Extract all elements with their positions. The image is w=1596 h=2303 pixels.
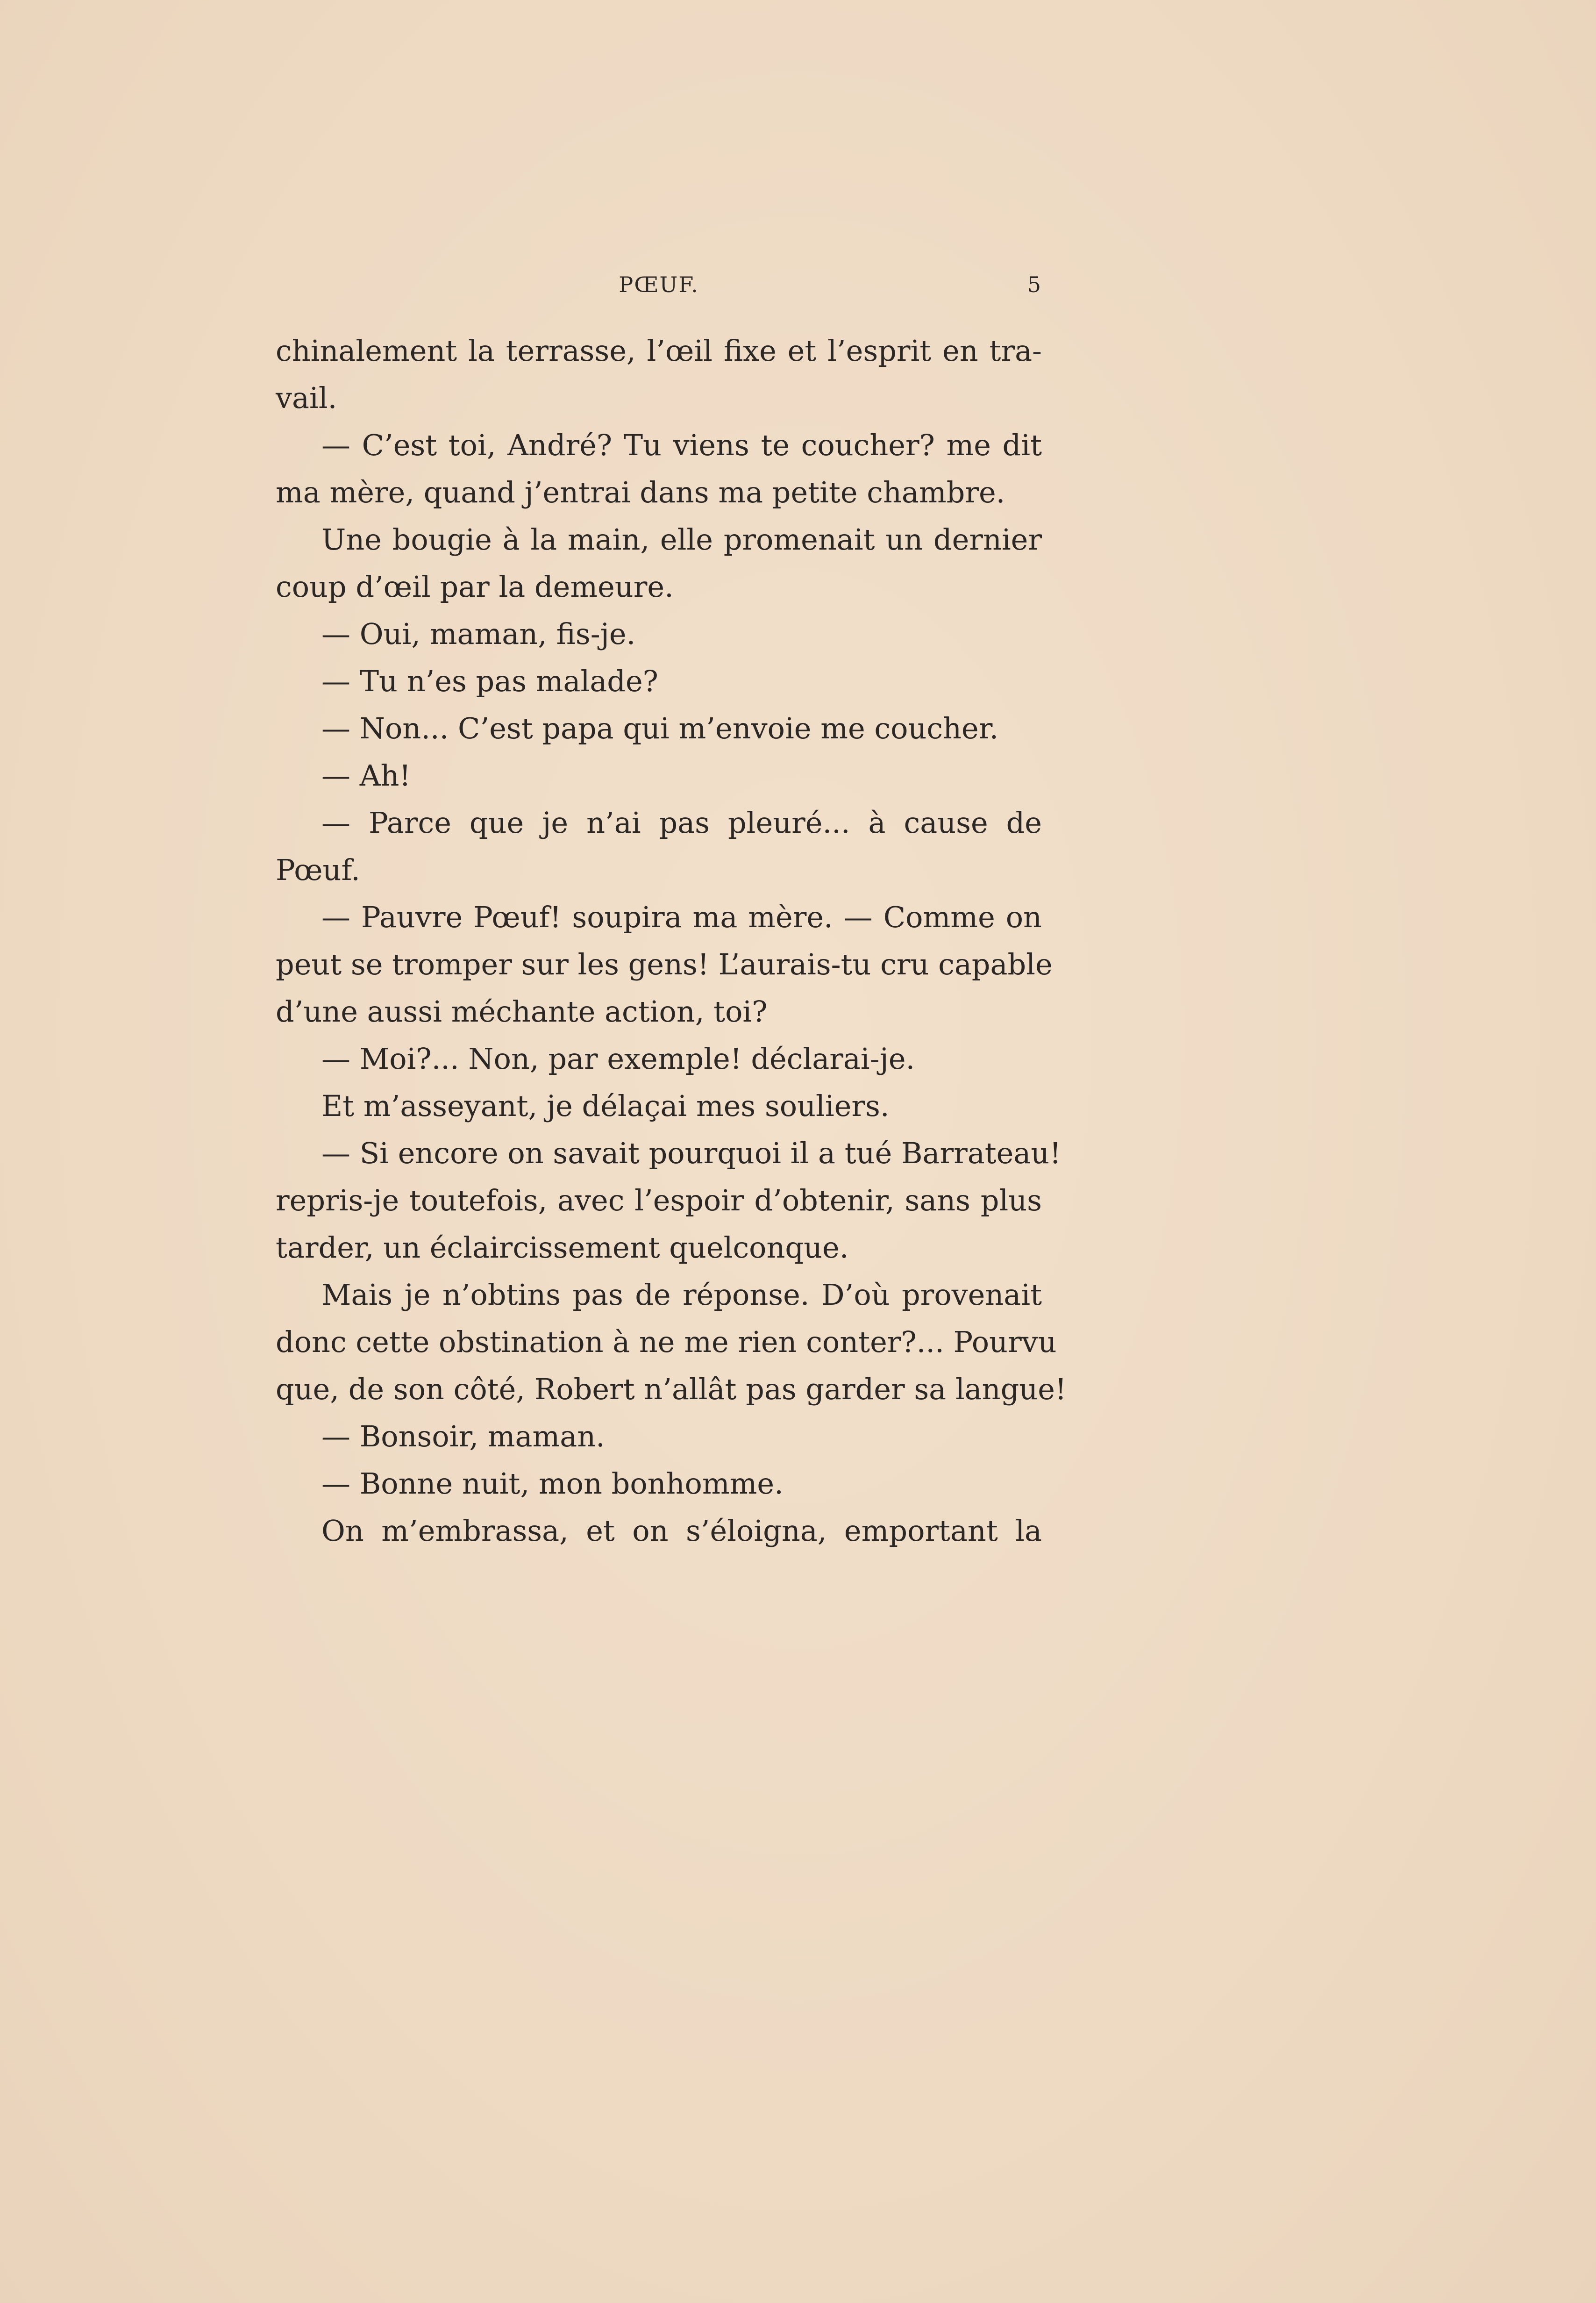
text-line: On m’embrassa, et on s’éloigna, emportant la xyxy=(321,1514,1042,1548)
text-line: tarder, un éclaircissement quelconque. xyxy=(276,1230,849,1265)
text-line: — Tu n’es pas malade? xyxy=(321,664,658,698)
text-line: — Pauvre Pœuf! soupira ma mère. — Comme on xyxy=(321,900,1042,934)
text-line: — C’est toi, André? Tu viens te coucher? me dit xyxy=(321,428,1042,462)
body-text xyxy=(276,327,1067,1554)
text-line: d’une aussi méchante action, toi? xyxy=(276,994,768,1029)
running-title: PŒUF. xyxy=(619,272,699,297)
text-line: peut se tromper sur les gens! L’aurais-tu cru capable xyxy=(276,947,1053,981)
text-line: repris-je toutefois, avec l’espoir d’obtenir, sans plus xyxy=(276,1183,1042,1217)
text-line: — Oui, maman, fis-je. xyxy=(321,617,636,651)
text-line: — Moi?... Non, par exemple! déclarai-je. xyxy=(321,1042,915,1076)
text-line: — Parce que je n’ai pas pleuré... à cause de xyxy=(321,806,1042,840)
text-line: coup d’œil par la demeure. xyxy=(276,570,674,604)
text-line: — Non... C’est papa qui m’envoie me coucher. xyxy=(321,711,999,745)
text-line: Mais je n’obtins pas de réponse. D’où provenait xyxy=(321,1278,1042,1312)
text-line: vail. xyxy=(276,381,337,415)
text-line: — Bonsoir, maman. xyxy=(321,1419,605,1453)
text-line: que, de son côté, Robert n’allât pas garder sa langue! xyxy=(276,1372,1067,1406)
text-line: Une bougie à la main, elle promenait un dernier xyxy=(321,522,1042,557)
text-line: — Si encore on savait pourquoi il a tué Barrateau! xyxy=(321,1136,1062,1170)
page-number: 5 xyxy=(1027,272,1042,297)
text-line: — Bonne nuit, mon bonhomme. xyxy=(321,1466,784,1501)
text-line: Pœuf. xyxy=(276,853,360,887)
text-line: ma mère, quand j’entrai dans ma petite chambre. xyxy=(276,475,1005,509)
text-line: Et m’asseyant, je délaçai mes souliers. xyxy=(321,1089,890,1123)
text-line: chinalement la terrasse, l’œil fixe et l’esprit en tra- xyxy=(276,334,1042,368)
text-line: — Ah! xyxy=(321,758,411,793)
running-head xyxy=(276,272,1042,309)
text-line: donc cette obstination à ne me rien conter?... Pourvu xyxy=(276,1325,1057,1359)
